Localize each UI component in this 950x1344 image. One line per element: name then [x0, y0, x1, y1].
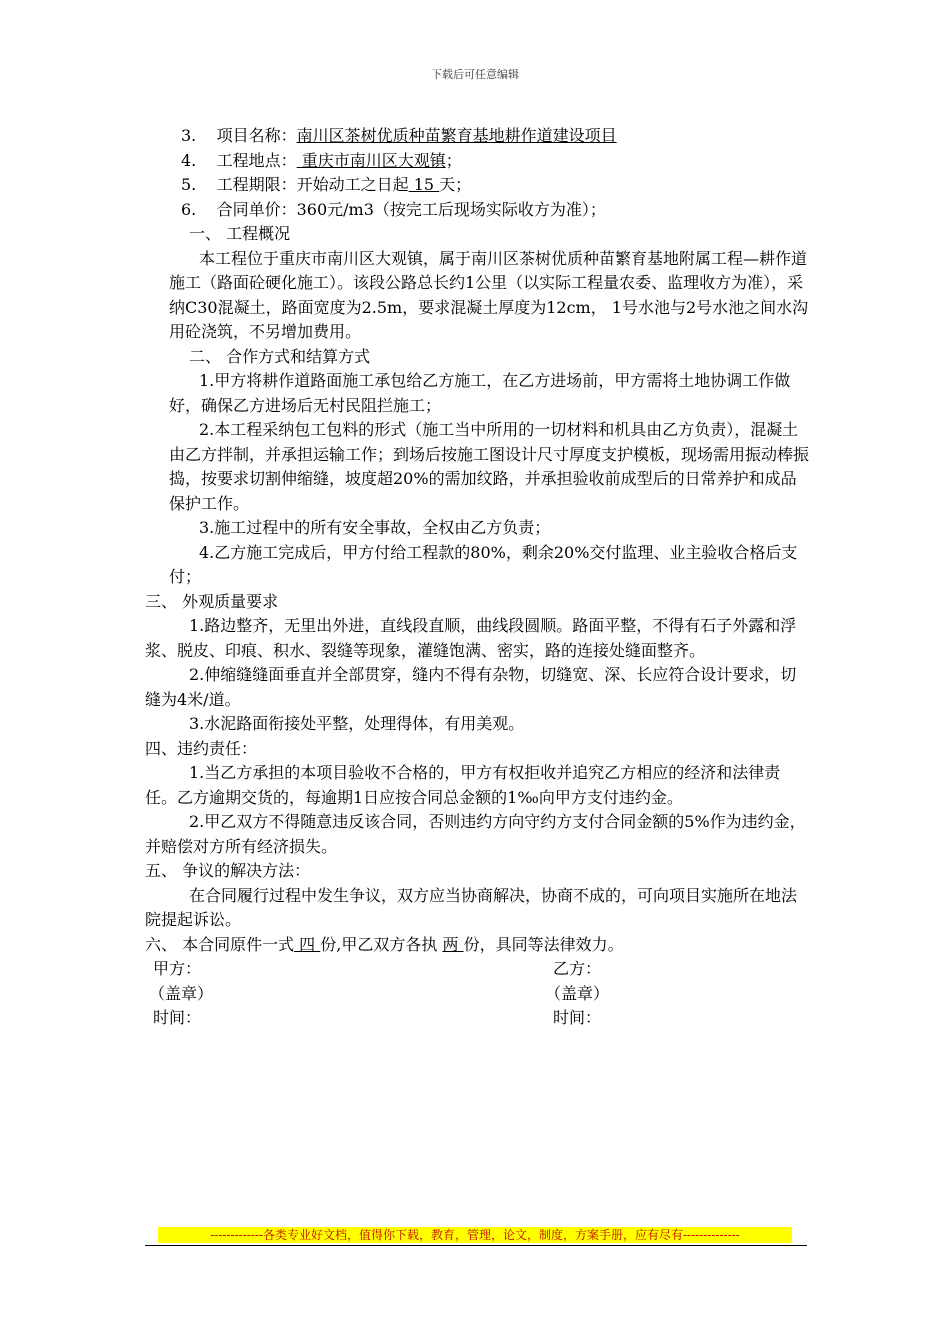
party-a-label: 甲方： [153, 959, 202, 978]
section-2-p4: 4.乙方施工完成后，甲方付给工程款的80%，剩余20%交付监理、业主验收合格后支付； [169, 542, 798, 586]
party-a-seal: （盖章） [149, 983, 214, 1003]
section-2-p3: 3.施工过程中的所有安全事故，全权由乙方负责； [199, 518, 551, 537]
section-4-heading: 四、违约责任： [145, 738, 258, 758]
section-6: 六、 本合同原件一式 四 份,甲乙双方各执 两 份，具同等法律效力。 [145, 934, 624, 954]
section-3-p1: 1.路边整齐，无里出外进，直线段直顺，曲线段圆顺。路面平整，不得有石子外露和浮浆、脱皮、印痕、积水、裂缝等现象，灌缝饱满、密实，路的连接处缝面整齐。 [145, 616, 797, 660]
section-2-heading: 二、 合作方式和结算方式 [189, 346, 371, 366]
section-5-p1: 在合同履行过程中发生争议，双方应当协商解决，协商不成的，可向项目实施所在地法院提起诉讼。 [145, 885, 798, 929]
signature-row-seal [145, 982, 810, 1007]
location-value: 重庆市南川区大观镇 [296, 150, 446, 170]
section-3-heading: 三、 外观质量要求 [145, 591, 279, 611]
section-4-p2: 2.甲乙双方不得随意违反该合同，否则违约方向守约方支付合同金额的5%作为违约金，并赔偿对方所有经济损失。 [145, 812, 806, 856]
item-project-name: 3. 项目名称：南川区茶树优质种苗繁育基地耕作道建设项目 [181, 126, 617, 145]
header-note: 下载后可任意编辑 [431, 68, 519, 81]
item-duration: 5. 工程期限：开始动工之日起 15 天； [181, 175, 472, 194]
contract-body [145, 124, 810, 1031]
party-a-time: 时间： [153, 1008, 202, 1027]
section-3-p2: 2.伸缩缝缝面垂直并全部贯穿，缝内不得有杂物，切缝宽、深、长应符合设计要求，切缝为4米/道。 [145, 665, 797, 709]
signature-row-time [145, 1006, 810, 1031]
section-2-p2: 2.本工程采纳包工包料的形式（施工当中所用的一切材料和机具由乙方负责），混凝土由乙方拌制，并承担运输工作；到场后按施工图设计尺寸厚度支护模板，现场需用振动棒振捣，按要求切割伸缩缝，坡度超20%的需加纹路，并承担验收前成型后的日常养护和成品保护工作。 [169, 420, 810, 513]
section-1-heading: 一、 工程概况 [189, 224, 291, 243]
copies-total: 四 [294, 934, 321, 954]
section-1-body: 本工程位于重庆市南川区大观镇，属于南川区茶树优质种苗繁育基地附属工程—耕作道施工（路面砼硬化施工）。该段公路总长约1公里（以实际工程量农委、监理收方为准），采纳C30混凝土，路面宽度为2.5m，要求混凝土厚度为12cm， 1号水池与2号水池之间水沟用砼浇筑，不另增加费用。 [169, 248, 809, 341]
signature-row-party [145, 957, 810, 982]
party-b-label: 乙方： [553, 959, 602, 978]
footer-banner: -------------各类专业好文档，值得你下载，教育，管理，论文，制度，方案手册，应有尽有-------------- [158, 1227, 792, 1243]
item-location: 4. 工程地点： 重庆市南川区大观镇； [181, 150, 462, 170]
copies-each: 两 [442, 934, 464, 954]
section-3-p3: 3.水泥路面衔接处平整，处理得体，有用美观。 [189, 714, 525, 733]
section-4-p1: 1.当乙方承担的本项目验收不合格的，甲方有权拒收并追究乙方相应的经济和法律责任。乙方逾期交货的，每逾期1日应按合同总金额的1‰向甲方支付违约金。 [145, 763, 781, 807]
project-name-value: 南川区茶树优质种苗繁育基地耕作道建设项目 [296, 126, 617, 145]
party-b-time: 时间： [553, 1008, 602, 1027]
item-unit-price: 6. 合同单价：360元/m3（按完工后现场实际收方为准）； [181, 199, 606, 219]
footer-divider [145, 1245, 807, 1246]
section-2-p1: 1.甲方将耕作道路面施工承包给乙方施工，在乙方进场前，甲方需将土地协调工作做好，确保乙方进场后无村民阻拦施工； [169, 371, 791, 415]
duration-value: 15 [408, 175, 440, 194]
section-5-heading: 五、 争议的解决方法： [145, 861, 311, 880]
party-b-seal: （盖章） [545, 983, 610, 1003]
